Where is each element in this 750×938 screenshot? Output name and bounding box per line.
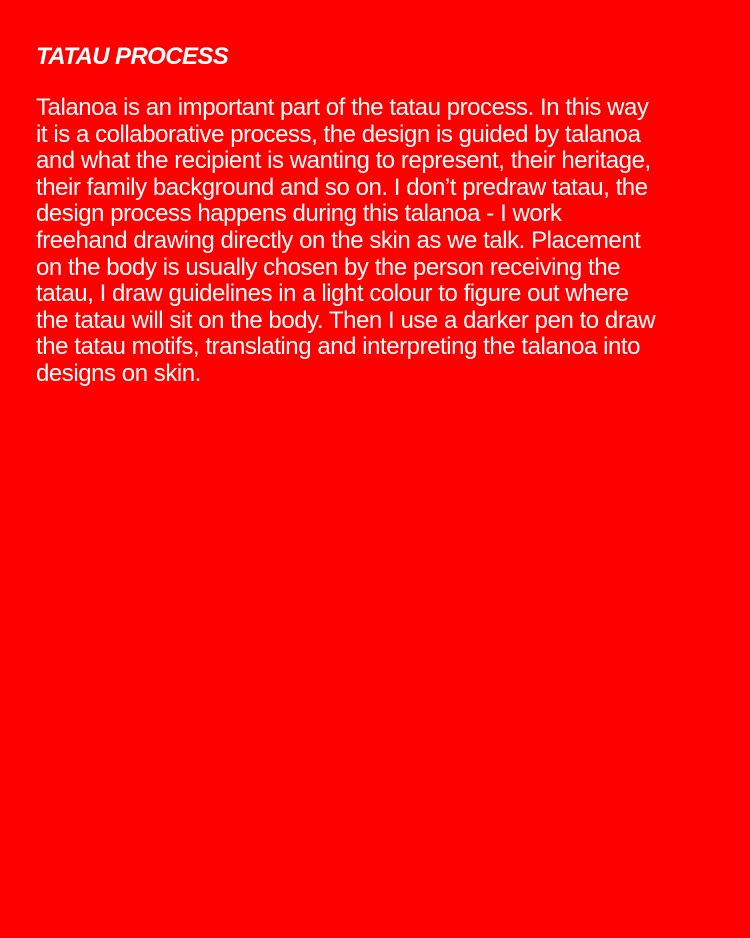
paragraph-line: Talanoa is an important part of the tatau process. In this way <box>36 94 649 121</box>
paragraph-line: and what the recipient is wanting to represent, their heritage, <box>36 147 651 175</box>
paragraph-line: freehand drawing directly on the skin as we talk. Placement <box>36 226 641 254</box>
page-title: TATAU PROCESS <box>36 43 229 70</box>
body-paragraph <box>36 95 726 388</box>
paragraph-line: their family background and so on. I don’t predraw tatau, the <box>36 173 648 201</box>
paragraph-line: design process happens during this talanoa - I work <box>36 200 562 228</box>
paragraph-line: the tatau motifs, translating and interpreting the talanoa into <box>36 333 641 361</box>
paragraph-line: it is a collaborative process, the design is guided by talanoa <box>36 120 641 148</box>
paragraph-line: on the body is usually chosen by the person receiving the <box>36 253 621 281</box>
paragraph-line: the tatau will sit on the body. Then I use a darker pen to draw <box>36 306 656 334</box>
paragraph-line: tatau, I draw guidelines in a light colour to figure out where <box>36 280 629 308</box>
paragraph-line: designs on skin. <box>36 359 201 387</box>
